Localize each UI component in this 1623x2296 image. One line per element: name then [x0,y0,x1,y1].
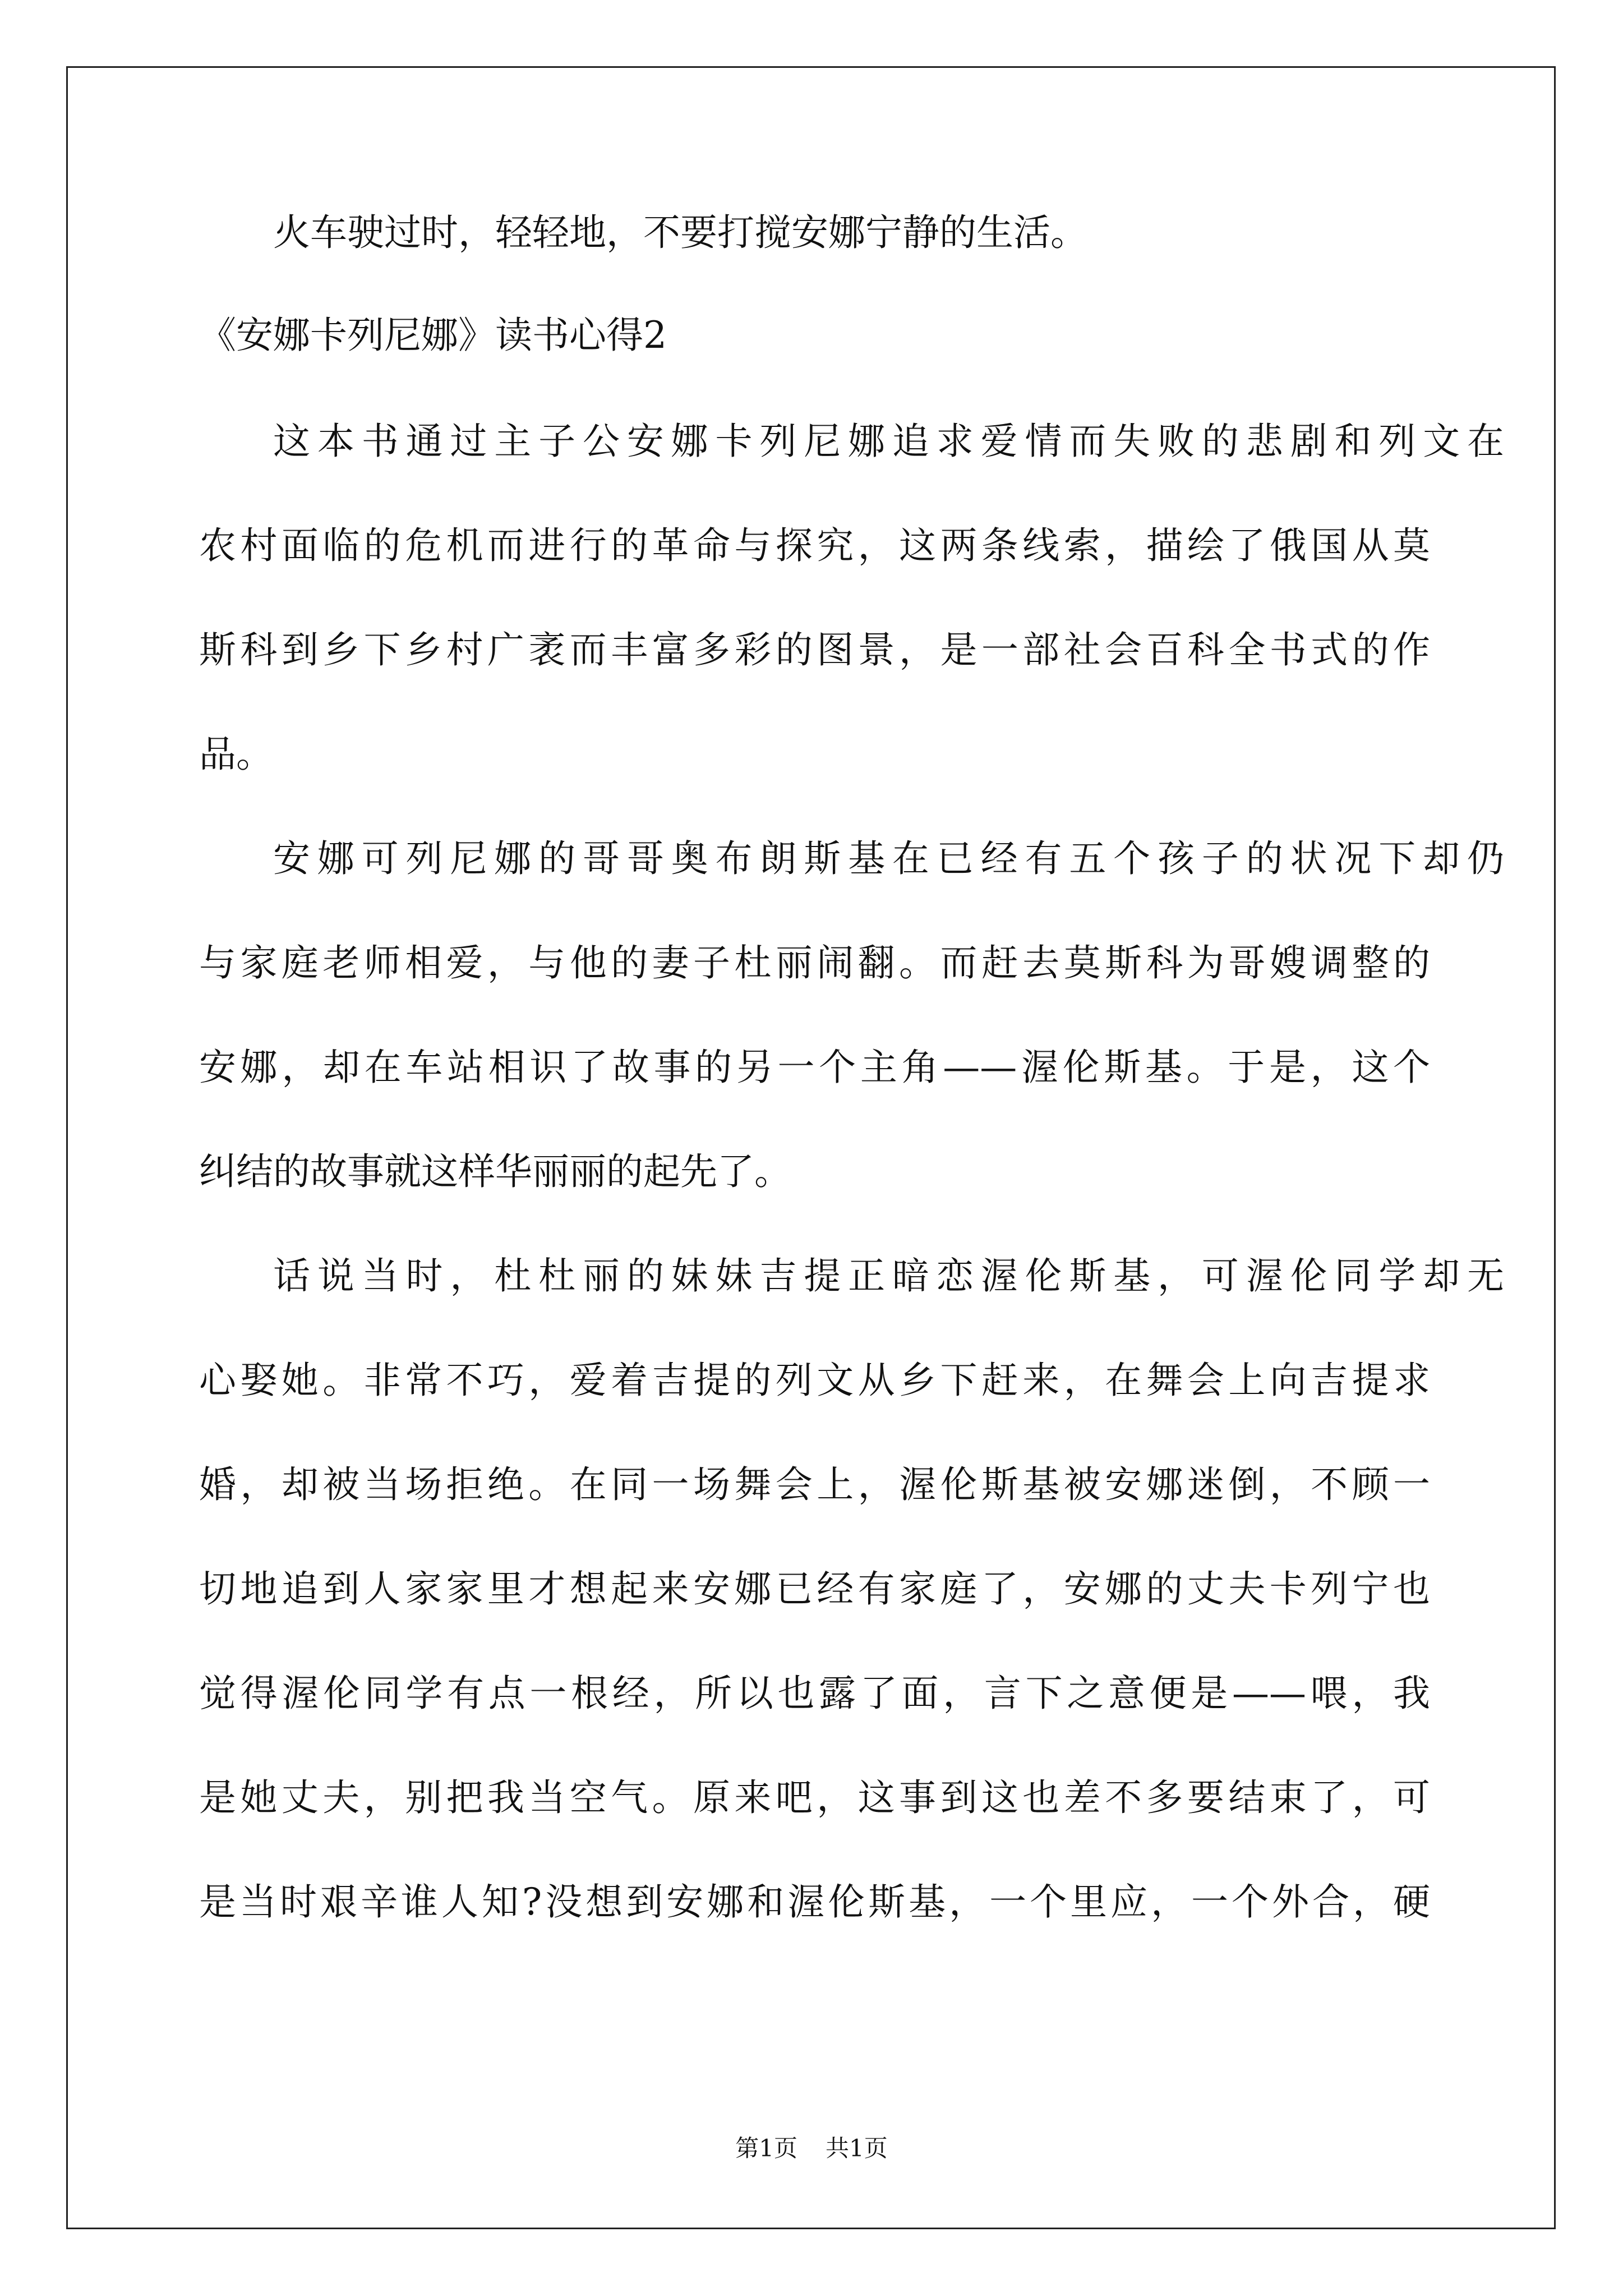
text-line: 婚，却被当场拒绝。在同一场舞会上，渥伦斯基被安娜迷倒，不顾一 [199,1463,1430,1506]
text-line: 这本书通过主子公安娜卡列尼娜追求爱情而失败的悲剧和列文在 [273,420,1504,463]
text-line: 品。 [199,733,273,776]
text-line: 农村面临的危机而进行的革命与探究，这两条线索，描绘了俄国从莫 [199,524,1430,567]
text-line: 安娜可列尼娜的哥哥奥布朗斯基在已经有五个孩子的状况下却仍 [273,837,1504,880]
page-number: 第1页 [735,2134,797,2162]
text-line: 是当时艰辛谁人知?没想到安娜和渥伦斯基，一个里应，一个外合，硬 [199,1880,1430,1924]
section-heading: 《安娜卡列尼娜》读书心得2 [199,314,667,357]
text-line: 纠结的故事就这样华丽丽的起先了。 [199,1150,791,1193]
page-total: 共1页 [826,2134,888,2162]
page-footer [0,2130,1623,2164]
text-line: 安娜，却在车站相识了故事的另一个主角——渥伦斯基。于是，这个 [199,1046,1430,1089]
text-line: 与家庭老师相爱，与他的妻子杜丽闹翻。而赶去莫斯科为哥嫂调整的 [199,941,1430,984]
text-line: 话说当时，杜杜丽的妹妹吉提正暗恋渥伦斯基，可渥伦同学却无 [273,1254,1504,1297]
text-line: 是她丈夫，别把我当空气。原来吧，这事到这也差不多要结束了，可 [199,1776,1430,1819]
text-line: 切地追到人家家里才想起来安娜已经有家庭了，安娜的丈夫卡列宁也 [199,1567,1430,1611]
text-line: 心娶她。非常不巧，爱着吉提的列文从乡下赶来，在舞会上向吉提求 [199,1359,1430,1402]
text-line: 觉得渥伦同学有点一根经，所以也露了面，言下之意便是——喂，我 [199,1672,1430,1715]
text-line: 斯科到乡下乡村广袤而丰富多彩的图景，是一部社会百科全书式的作 [199,628,1430,671]
text-line: 火车驶过时，轻轻地，不要打搅安娜宁静的生活。 [273,211,1087,254]
